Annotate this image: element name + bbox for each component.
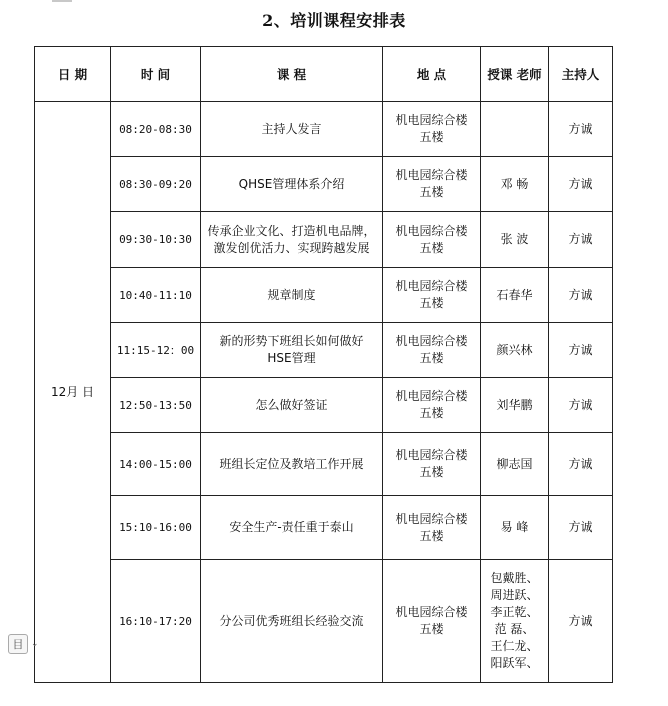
course-cell: 新的形势下班组长如何做好 HSE管理 xyxy=(201,323,383,378)
course-cell: 分公司优秀班组长经验交流 xyxy=(201,560,383,683)
teacher-cell: 邓 畅 xyxy=(481,157,549,212)
host-cell: 方诚 xyxy=(549,157,613,212)
course-cell: QHSE管理体系介绍 xyxy=(201,157,383,212)
time-cell: 08:30-09:20 xyxy=(111,157,201,212)
host-cell: 方诚 xyxy=(549,560,613,683)
time-cell: 12:50-13:50 xyxy=(111,378,201,433)
table-row xyxy=(35,268,613,323)
table-row xyxy=(35,212,613,268)
page-title: 2、培训课程安排表 xyxy=(262,11,406,30)
location-cell: 机电园综合楼 五楼 xyxy=(383,212,481,268)
teacher-cell: 易 峰 xyxy=(481,496,549,560)
course-cell: 传承企业文化、打造机电品牌， 激发创优活力、实现跨越发展 xyxy=(201,212,383,268)
table-row xyxy=(35,496,613,560)
chevron-down-icon[interactable]: ⌄ xyxy=(31,639,39,649)
time-cell: 09:30-10:30 xyxy=(111,212,201,268)
teacher-cell: 柳志国 xyxy=(481,433,549,496)
host-cell: 方诚 xyxy=(549,102,613,157)
table-row xyxy=(35,323,613,378)
teacher-cell: 包戴胜、 周进跃、 李正乾、 范 磊、 王仁龙、 阳跃军、 xyxy=(481,560,549,683)
host-cell: 方诚 xyxy=(549,212,613,268)
location-cell: 机电园综合楼 五楼 xyxy=(383,323,481,378)
table-header-row xyxy=(35,47,613,102)
teacher-cell xyxy=(481,102,549,157)
course-cell: 怎么做好签证 xyxy=(201,378,383,433)
time-cell: 10:40-11:10 xyxy=(111,268,201,323)
table-row xyxy=(35,560,613,683)
host-cell: 方诚 xyxy=(549,433,613,496)
course-cell: 规章制度 xyxy=(201,268,383,323)
date-cell: 12月 日 xyxy=(35,102,111,683)
table-row xyxy=(35,157,613,212)
header-date: 日 期 xyxy=(35,47,111,102)
header-host: 主持人 xyxy=(549,47,613,102)
header-location: 地 点 xyxy=(383,47,481,102)
training-schedule-table xyxy=(34,46,613,683)
location-cell: 机电园综合楼 五楼 xyxy=(383,496,481,560)
layout-icon[interactable]: 目 xyxy=(8,634,28,654)
location-cell: 机电园综合楼 五楼 xyxy=(383,268,481,323)
location-cell: 机电园综合楼 五楼 xyxy=(383,378,481,433)
table-row xyxy=(35,433,613,496)
time-cell: 16:10-17:20 xyxy=(111,560,201,683)
location-cell: 机电园综合楼 五楼 xyxy=(383,433,481,496)
host-cell: 方诚 xyxy=(549,323,613,378)
teacher-cell: 颜兴林 xyxy=(481,323,549,378)
teacher-cell: 张 波 xyxy=(481,212,549,268)
time-cell: 11:15-12：00 xyxy=(111,323,201,378)
location-cell: 机电园综合楼 五楼 xyxy=(383,157,481,212)
time-cell: 14:00-15:00 xyxy=(111,433,201,496)
table-row xyxy=(35,102,613,157)
teacher-cell: 石春华 xyxy=(481,268,549,323)
location-cell: 机电园综合楼 五楼 xyxy=(383,102,481,157)
course-cell: 安全生产-责任重于泰山 xyxy=(201,496,383,560)
header-time: 时 间 xyxy=(111,47,201,102)
host-cell: 方诚 xyxy=(549,496,613,560)
table-row xyxy=(35,378,613,433)
side-toolbar-widget[interactable] xyxy=(8,634,41,654)
teacher-cell: 刘华鹏 xyxy=(481,378,549,433)
host-cell: 方诚 xyxy=(549,268,613,323)
course-cell: 主持人发言 xyxy=(201,102,383,157)
header-teacher: 授课 老师 xyxy=(481,47,549,102)
host-cell: 方诚 xyxy=(549,378,613,433)
location-cell: 机电园综合楼 五楼 xyxy=(383,560,481,683)
top-divider xyxy=(52,0,72,2)
time-cell: 08:20-08:30 xyxy=(111,102,201,157)
course-cell: 班组长定位及教培工作开展 xyxy=(201,433,383,496)
header-course: 课 程 xyxy=(201,47,383,102)
time-cell: 15:10-16:00 xyxy=(111,496,201,560)
